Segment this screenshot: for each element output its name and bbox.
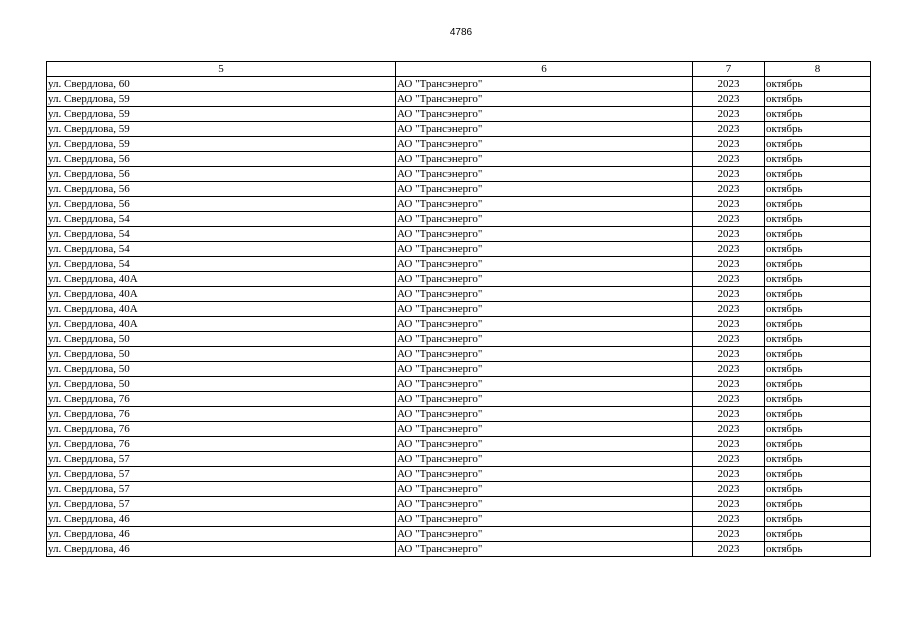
address-cell: ул. Свердлова, 40А (47, 317, 396, 332)
year-cell: 2023 (693, 272, 765, 287)
address-cell: ул. Свердлова, 57 (47, 452, 396, 467)
year-cell: 2023 (693, 437, 765, 452)
address-cell: ул. Свердлова, 50 (47, 347, 396, 362)
month-cell: октябрь (765, 452, 871, 467)
header-row (47, 62, 871, 77)
month-cell: октябрь (765, 92, 871, 107)
month-cell: октябрь (765, 227, 871, 242)
company-cell: АО "Трансэнерго" (396, 452, 693, 467)
month-cell: октябрь (765, 137, 871, 152)
year-cell: 2023 (693, 287, 765, 302)
year-cell: 2023 (693, 467, 765, 482)
table-row (47, 287, 871, 302)
month-cell: октябрь (765, 257, 871, 272)
year-cell: 2023 (693, 407, 765, 422)
table-row (47, 452, 871, 467)
table-row (47, 212, 871, 227)
year-cell: 2023 (693, 302, 765, 317)
month-cell: октябрь (765, 242, 871, 257)
month-cell: октябрь (765, 347, 871, 362)
year-cell: 2023 (693, 317, 765, 332)
company-cell: АО "Трансэнерго" (396, 92, 693, 107)
company-cell: АО "Трансэнерго" (396, 122, 693, 137)
table-row (47, 227, 871, 242)
table-row (47, 302, 871, 317)
table-row (47, 152, 871, 167)
year-cell: 2023 (693, 422, 765, 437)
month-cell: октябрь (765, 467, 871, 482)
year-cell: 2023 (693, 167, 765, 182)
table-row (47, 122, 871, 137)
year-cell: 2023 (693, 257, 765, 272)
month-cell: октябрь (765, 122, 871, 137)
company-cell: АО "Трансэнерго" (396, 182, 693, 197)
table-body (47, 77, 871, 557)
table-row (47, 332, 871, 347)
address-cell: ул. Свердлова, 59 (47, 122, 396, 137)
year-cell: 2023 (693, 527, 765, 542)
table-row (47, 197, 871, 212)
address-cell: ул. Свердлова, 59 (47, 107, 396, 122)
year-cell: 2023 (693, 332, 765, 347)
address-cell: ул. Свердлова, 60 (47, 77, 396, 92)
company-cell: АО "Трансэнерго" (396, 377, 693, 392)
address-cell: ул. Свердлова, 59 (47, 92, 396, 107)
year-cell: 2023 (693, 77, 765, 92)
address-cell: ул. Свердлова, 50 (47, 377, 396, 392)
address-cell: ул. Свердлова, 59 (47, 137, 396, 152)
month-cell: октябрь (765, 377, 871, 392)
year-cell: 2023 (693, 392, 765, 407)
month-cell: октябрь (765, 77, 871, 92)
table-row (47, 422, 871, 437)
address-cell: ул. Свердлова, 54 (47, 227, 396, 242)
year-cell: 2023 (693, 542, 765, 557)
year-cell: 2023 (693, 107, 765, 122)
month-cell: октябрь (765, 152, 871, 167)
year-cell: 2023 (693, 122, 765, 137)
month-cell: октябрь (765, 392, 871, 407)
table-row (47, 242, 871, 257)
company-cell: АО "Трансэнерго" (396, 107, 693, 122)
address-cell: ул. Свердлова, 46 (47, 512, 396, 527)
company-cell: АО "Трансэнерго" (396, 512, 693, 527)
company-cell: АО "Трансэнерго" (396, 347, 693, 362)
year-cell: 2023 (693, 92, 765, 107)
table-row (47, 437, 871, 452)
address-cell: ул. Свердлова, 54 (47, 242, 396, 257)
column-header: 7 (693, 62, 765, 77)
year-cell: 2023 (693, 242, 765, 257)
data-table (46, 61, 871, 557)
company-cell: АО "Трансэнерго" (396, 467, 693, 482)
month-cell: октябрь (765, 482, 871, 497)
table-row (47, 347, 871, 362)
page-number: 4786 (449, 27, 473, 38)
month-cell: октябрь (765, 527, 871, 542)
year-cell: 2023 (693, 152, 765, 167)
table-row (47, 377, 871, 392)
company-cell: АО "Трансэнерго" (396, 482, 693, 497)
month-cell: октябрь (765, 107, 871, 122)
month-cell: октябрь (765, 182, 871, 197)
month-cell: октябрь (765, 407, 871, 422)
company-cell: АО "Трансэнерго" (396, 137, 693, 152)
company-cell: АО "Трансэнерго" (396, 212, 693, 227)
address-cell: ул. Свердлова, 40А (47, 272, 396, 287)
company-cell: АО "Трансэнерго" (396, 272, 693, 287)
address-cell: ул. Свердлова, 40А (47, 287, 396, 302)
table-row (47, 182, 871, 197)
month-cell: октябрь (765, 197, 871, 212)
company-cell: АО "Трансэнерго" (396, 527, 693, 542)
table-row (47, 527, 871, 542)
company-cell: АО "Трансэнерго" (396, 317, 693, 332)
year-cell: 2023 (693, 182, 765, 197)
table-row (47, 92, 871, 107)
address-cell: ул. Свердлова, 57 (47, 497, 396, 512)
month-cell: октябрь (765, 512, 871, 527)
company-cell: АО "Трансэнерго" (396, 287, 693, 302)
table-row (47, 257, 871, 272)
table-row (47, 467, 871, 482)
company-cell: АО "Трансэнерго" (396, 302, 693, 317)
table-row (47, 542, 871, 557)
month-cell: октябрь (765, 212, 871, 227)
year-cell: 2023 (693, 212, 765, 227)
company-cell: АО "Трансэнерго" (396, 197, 693, 212)
address-cell: ул. Свердлова, 76 (47, 422, 396, 437)
company-cell: АО "Трансэнерго" (396, 257, 693, 272)
month-cell: октябрь (765, 287, 871, 302)
table-row (47, 137, 871, 152)
address-cell: ул. Свердлова, 50 (47, 362, 396, 377)
table-row (47, 317, 871, 332)
table-row (47, 407, 871, 422)
table-row (47, 512, 871, 527)
month-cell: октябрь (765, 422, 871, 437)
address-cell: ул. Свердлова, 46 (47, 527, 396, 542)
table-row (47, 272, 871, 287)
address-cell: ул. Свердлова, 54 (47, 257, 396, 272)
table-row (47, 167, 871, 182)
table-row (47, 392, 871, 407)
company-cell: АО "Трансэнерго" (396, 407, 693, 422)
company-cell: АО "Трансэнерго" (396, 437, 693, 452)
company-cell: АО "Трансэнерго" (396, 422, 693, 437)
company-cell: АО "Трансэнерго" (396, 542, 693, 557)
column-header: 8 (765, 62, 871, 77)
company-cell: АО "Трансэнерго" (396, 332, 693, 347)
company-cell: АО "Трансэнерго" (396, 392, 693, 407)
company-cell: АО "Трансэнерго" (396, 227, 693, 242)
table-row (47, 107, 871, 122)
month-cell: октябрь (765, 332, 871, 347)
year-cell: 2023 (693, 452, 765, 467)
month-cell: октябрь (765, 302, 871, 317)
year-cell: 2023 (693, 497, 765, 512)
table-row (47, 497, 871, 512)
address-cell: ул. Свердлова, 76 (47, 407, 396, 422)
table-row (47, 77, 871, 92)
year-cell: 2023 (693, 137, 765, 152)
month-cell: октябрь (765, 362, 871, 377)
company-cell: АО "Трансэнерго" (396, 362, 693, 377)
month-cell: октябрь (765, 167, 871, 182)
year-cell: 2023 (693, 512, 765, 527)
company-cell: АО "Трансэнерго" (396, 167, 693, 182)
year-cell: 2023 (693, 377, 765, 392)
year-cell: 2023 (693, 482, 765, 497)
year-cell: 2023 (693, 227, 765, 242)
address-cell: ул. Свердлова, 54 (47, 212, 396, 227)
address-cell: ул. Свердлова, 56 (47, 197, 396, 212)
table-row (47, 482, 871, 497)
company-cell: АО "Трансэнерго" (396, 497, 693, 512)
address-cell: ул. Свердлова, 46 (47, 542, 396, 557)
company-cell: АО "Трансэнерго" (396, 152, 693, 167)
address-cell: ул. Свердлова, 76 (47, 437, 396, 452)
address-cell: ул. Свердлова, 56 (47, 167, 396, 182)
address-cell: ул. Свердлова, 56 (47, 152, 396, 167)
table-row (47, 362, 871, 377)
address-cell: ул. Свердлова, 56 (47, 182, 396, 197)
column-header: 6 (396, 62, 693, 77)
month-cell: октябрь (765, 497, 871, 512)
address-cell: ул. Свердлова, 57 (47, 467, 396, 482)
address-cell: ул. Свердлова, 40А (47, 302, 396, 317)
company-cell: АО "Трансэнерго" (396, 77, 693, 92)
month-cell: октябрь (765, 542, 871, 557)
table-header (47, 62, 871, 77)
address-cell: ул. Свердлова, 50 (47, 332, 396, 347)
month-cell: октябрь (765, 437, 871, 452)
company-cell: АО "Трансэнерго" (396, 242, 693, 257)
year-cell: 2023 (693, 362, 765, 377)
column-header: 5 (47, 62, 396, 77)
month-cell: октябрь (765, 272, 871, 287)
month-cell: октябрь (765, 317, 871, 332)
address-cell: ул. Свердлова, 57 (47, 482, 396, 497)
year-cell: 2023 (693, 197, 765, 212)
address-cell: ул. Свердлова, 76 (47, 392, 396, 407)
year-cell: 2023 (693, 347, 765, 362)
